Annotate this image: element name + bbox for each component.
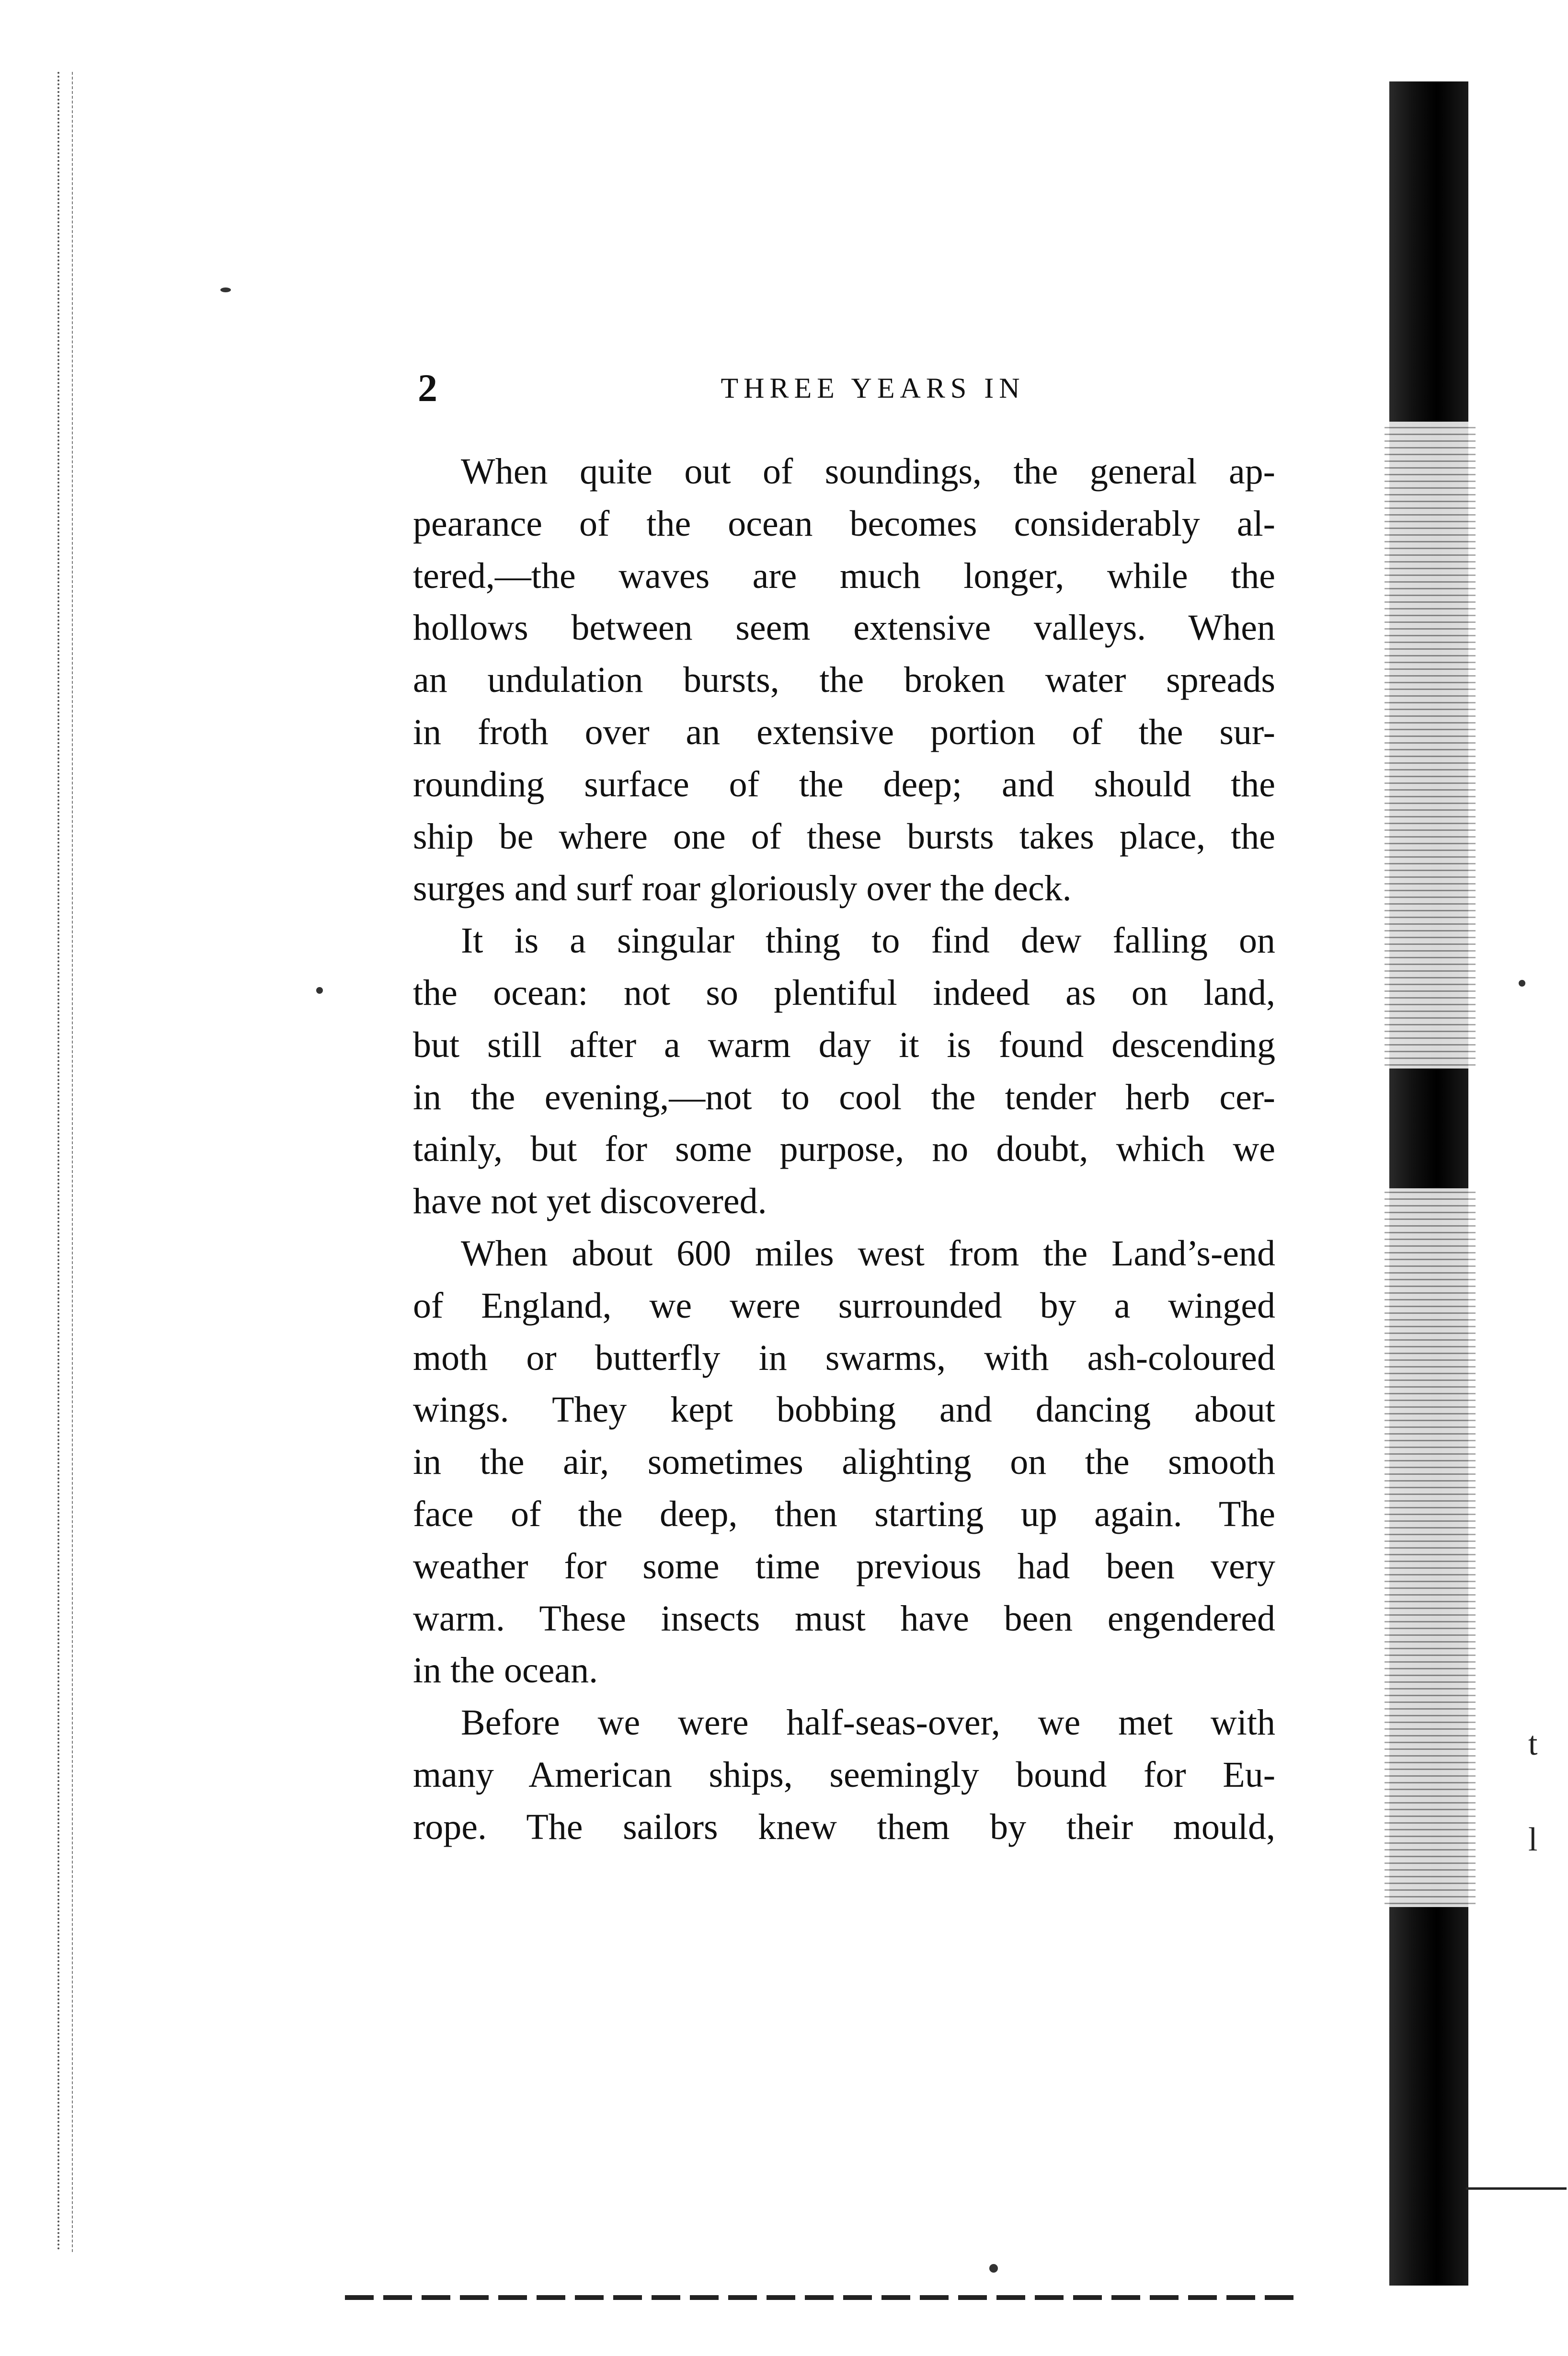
text-line: the ocean: not so plentiful indeed as on land, bbox=[413, 972, 1275, 1013]
text-line: an undulation bursts, the broken water spreads bbox=[413, 660, 1275, 701]
body-text bbox=[413, 446, 1275, 1853]
text-line: of England, we were surrounded by a winged bbox=[413, 1285, 1275, 1326]
text-line: surges and surf roar gloriously over the deck. bbox=[413, 868, 1072, 909]
text-line: in the ocean. bbox=[413, 1650, 598, 1691]
text-line: wings. They kept bobbing and dancing about bbox=[413, 1390, 1275, 1430]
text-line: tered,—the waves are much longer, while the bbox=[413, 555, 1275, 596]
text-line: in the evening,—not to cool the tender herb cer- bbox=[413, 1077, 1275, 1117]
paragraph bbox=[413, 915, 1275, 1228]
bleed-through-letter: l bbox=[1528, 1821, 1538, 1858]
text-line: in the air, sometimes alighting on the smooth bbox=[413, 1442, 1275, 1483]
text-line: ship be where one of these bursts takes place, the bbox=[413, 816, 1275, 857]
running-title: THREE YEARS IN bbox=[721, 372, 1025, 404]
text-line: hollows between seem extensive valleys. When bbox=[413, 608, 1275, 648]
ink-dot bbox=[989, 2264, 998, 2273]
text-line: When about 600 miles west from the Land’s-end bbox=[461, 1233, 1275, 1274]
text-line: rounding surface of the deep; and should the bbox=[413, 764, 1275, 804]
text-line: many American ships, seemingly bound for Eu- bbox=[413, 1754, 1275, 1795]
ink-dot bbox=[316, 987, 323, 994]
text-line: When quite out of soundings, the general ap- bbox=[461, 451, 1275, 492]
binding-shadow bbox=[1389, 81, 1468, 2286]
right-edge-rule bbox=[1466, 2187, 1567, 2190]
text-line: tainly, but for some purpose, no doubt, which we bbox=[413, 1129, 1275, 1170]
ink-dot bbox=[220, 287, 231, 292]
text-line: pearance of the ocean becomes considerably al- bbox=[413, 503, 1275, 544]
running-head bbox=[418, 362, 1270, 414]
bleed-through-letter: t bbox=[1528, 1725, 1538, 1762]
text-line: weather for some time previous had been very bbox=[413, 1546, 1275, 1586]
text-line: face of the deep, then starting up again. The bbox=[413, 1494, 1275, 1534]
text-line: moth or butterfly in swarms, with ash-coloured bbox=[413, 1337, 1275, 1378]
text-line: in froth over an extensive portion of the sur- bbox=[413, 712, 1275, 752]
paragraph bbox=[413, 1697, 1275, 1853]
bottom-edge-smudge bbox=[345, 2295, 1303, 2300]
ink-dot bbox=[1519, 980, 1525, 987]
text-line: rope. The sailors knew them by their mould, bbox=[413, 1806, 1275, 1847]
text-line: have not yet discovered. bbox=[413, 1181, 767, 1222]
binding-texture-lower bbox=[1385, 1188, 1476, 1907]
text-line: It is a singular thing to find dew falling on bbox=[461, 920, 1275, 961]
page-number: 2 bbox=[418, 366, 437, 410]
paragraph bbox=[413, 446, 1275, 915]
left-margin-specks-secondary bbox=[72, 72, 97, 2252]
text-line: Before we were half-seas-over, we met with bbox=[461, 1702, 1275, 1743]
text-line: warm. These insects must have been engendered bbox=[413, 1598, 1275, 1639]
text-line: but still after a warm day it is found descending bbox=[413, 1024, 1275, 1065]
binding-texture-upper bbox=[1385, 422, 1476, 1069]
paragraph bbox=[413, 1228, 1275, 1697]
